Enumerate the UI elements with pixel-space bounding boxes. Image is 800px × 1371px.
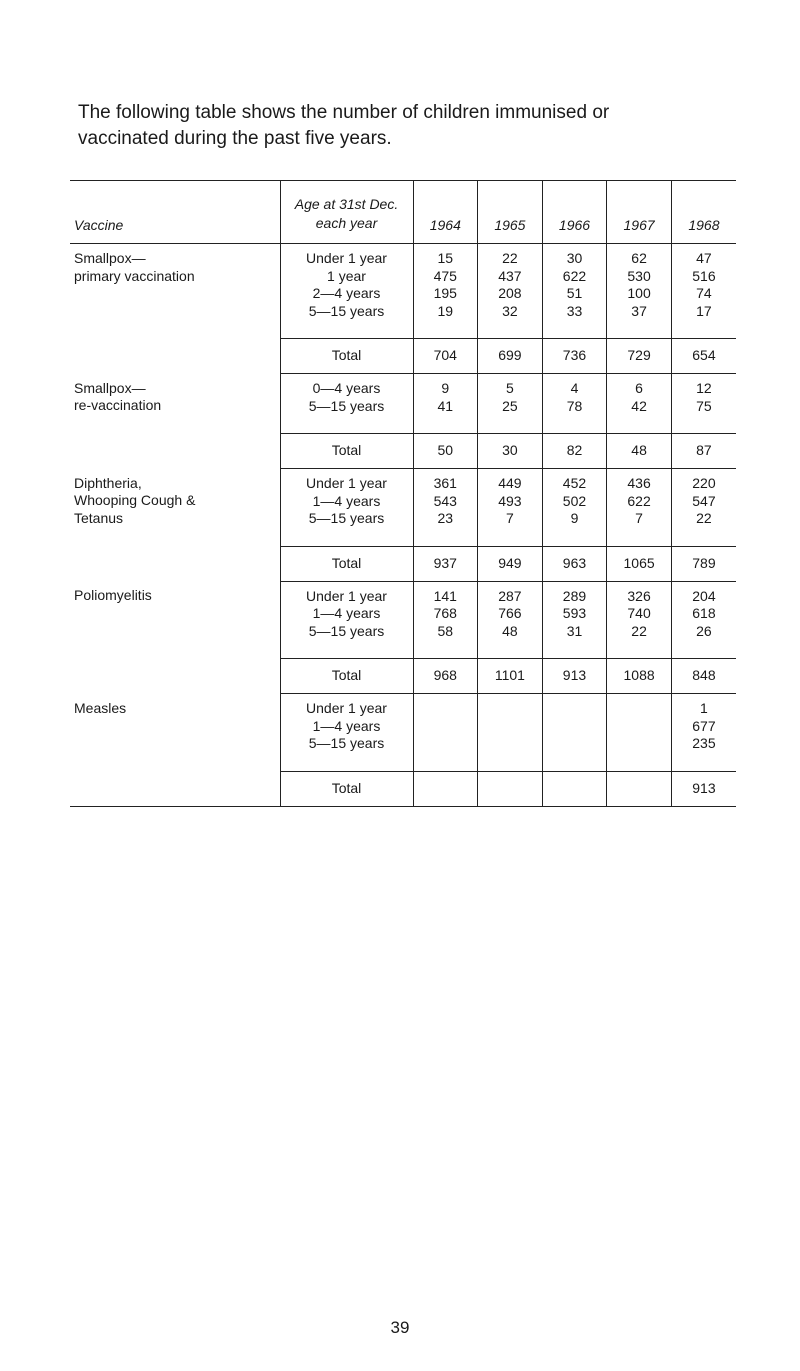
vaccine-name-line: Measles [74, 699, 127, 716]
count-value [607, 700, 671, 718]
count-value [478, 700, 542, 718]
vaccine-name-line: Tetanus [74, 509, 124, 526]
total-value: 1088 [607, 659, 672, 694]
year-value-cell [542, 374, 607, 434]
total-spacer-cell [70, 434, 280, 469]
count-value: 622 [562, 267, 587, 284]
count-value [414, 700, 478, 718]
count-value: 22 [631, 622, 647, 639]
count-value: 75 [696, 397, 712, 414]
count-value: 141 [433, 587, 457, 604]
year-value-cell [413, 244, 478, 339]
age-group-label: Under 1 year [306, 700, 387, 716]
total-row [70, 434, 736, 469]
count-value: 618 [692, 605, 716, 621]
count-value: 12 [696, 380, 712, 396]
count-value: 31 [566, 622, 583, 639]
total-value [413, 771, 478, 806]
vaccine-name-cell [70, 244, 280, 339]
year-value-cell [607, 581, 672, 659]
count-value: 768 [433, 605, 457, 621]
count-value: 32 [502, 302, 518, 319]
count-value: 436 [627, 475, 651, 491]
total-value: 50 [413, 434, 478, 469]
total-value: 736 [542, 339, 607, 374]
count-value: 220 [692, 475, 716, 491]
count-value: 449 [498, 475, 522, 491]
year-value-cell [542, 694, 607, 772]
total-row [70, 771, 736, 806]
count-value: 493 [498, 492, 522, 509]
table-row [70, 244, 736, 339]
header-age-line-1: Age at 31st Dec. [294, 196, 399, 212]
count-value [478, 735, 542, 753]
year-value-cell [542, 469, 607, 547]
vaccine-name-cell [70, 694, 280, 772]
age-group-label: Under 1 year [306, 475, 387, 491]
count-value: 19 [437, 302, 454, 319]
header-age-line-2: each year [315, 215, 378, 231]
total-value: 913 [542, 659, 607, 694]
vaccine-name-line: re-vaccination [74, 397, 162, 413]
count-value: 208 [498, 285, 522, 301]
total-spacer-cell [70, 771, 280, 806]
count-value: 235 [692, 735, 716, 751]
vaccine-name-line: Diphtheria, [74, 474, 142, 491]
total-value: 1065 [607, 546, 672, 581]
total-value: 30 [478, 434, 543, 469]
vaccine-name-cell [70, 581, 280, 659]
year-value-cell [413, 469, 478, 547]
count-value: 22 [502, 250, 518, 266]
vaccine-name-line: Smallpox— [74, 250, 146, 266]
count-value: 204 [692, 587, 716, 604]
age-group-label: 5—15 years [308, 302, 385, 319]
vaccine-name-cell [70, 469, 280, 547]
year-value-cell [478, 244, 543, 339]
count-value: 289 [562, 587, 587, 604]
total-value: 729 [607, 339, 672, 374]
total-value: 82 [542, 434, 607, 469]
total-label: Total [280, 546, 413, 581]
count-value: 547 [692, 492, 716, 509]
total-value: 963 [542, 546, 607, 581]
year-value-cell [607, 374, 672, 434]
total-value: 704 [413, 339, 478, 374]
total-value: 87 [671, 434, 736, 469]
total-value: 937 [413, 546, 478, 581]
header-vaccine: Vaccine [70, 181, 280, 244]
table-body [70, 244, 736, 807]
count-value [543, 718, 607, 736]
year-value-cell [542, 244, 607, 339]
table-row [70, 694, 736, 772]
count-value: 15 [437, 250, 454, 266]
count-value: 7 [635, 510, 643, 526]
age-group-label: 0—4 years [312, 380, 381, 396]
header-year-1967: 1967 [607, 181, 672, 244]
year-value-cell [671, 469, 736, 547]
count-value: 740 [627, 605, 651, 621]
header-year-1965: 1965 [478, 181, 543, 244]
intro-line-2: vaccinated during the past five years. [78, 128, 392, 149]
immunisation-table [70, 180, 736, 807]
count-value: 9 [570, 510, 579, 526]
age-group-label: 5—15 years [308, 510, 385, 526]
total-value: 848 [671, 659, 736, 694]
count-value [607, 735, 671, 753]
year-value-cell [413, 694, 478, 772]
age-group-label: 5—15 years [308, 622, 385, 639]
total-value: 949 [478, 546, 543, 581]
year-value-cell [413, 374, 478, 434]
year-value-cell [671, 694, 736, 772]
table-row [70, 581, 736, 659]
count-value [543, 735, 607, 753]
age-group-cell [280, 581, 413, 659]
age-group-cell [280, 374, 413, 434]
count-value: 42 [631, 397, 647, 414]
count-value: 4 [570, 380, 579, 396]
count-value: 5 [505, 380, 514, 396]
age-group-cell [280, 244, 413, 339]
count-value [478, 718, 542, 736]
year-value-cell [478, 374, 543, 434]
count-value: 766 [498, 605, 522, 621]
age-group-label: 2—4 years [312, 285, 381, 301]
count-value [414, 718, 478, 736]
count-value: 25 [502, 397, 518, 414]
header-year-1964: 1964 [413, 181, 478, 244]
age-group-label: 1—4 years [312, 717, 381, 734]
count-value: 326 [627, 587, 651, 604]
count-value: 475 [433, 267, 457, 284]
count-value: 502 [562, 492, 587, 509]
total-spacer-cell [70, 339, 280, 374]
count-value: 62 [631, 250, 647, 266]
count-value: 1 [700, 700, 708, 716]
count-value: 58 [437, 622, 454, 639]
page-number: 39 [390, 1318, 410, 1337]
count-value: 622 [627, 492, 651, 509]
count-value: 30 [566, 250, 583, 266]
count-value: 22 [696, 510, 712, 526]
year-value-cell [671, 581, 736, 659]
total-value: 654 [671, 339, 736, 374]
count-value: 74 [696, 285, 712, 301]
table-header-row [70, 181, 736, 244]
total-value [478, 771, 543, 806]
age-group-cell [280, 469, 413, 547]
vaccine-name-line: Poliomyelitis [74, 587, 152, 603]
count-value: 9 [441, 380, 450, 396]
count-value: 41 [437, 397, 454, 414]
age-group-label: 1—4 years [312, 492, 381, 509]
total-spacer-cell [70, 659, 280, 694]
count-value [543, 700, 607, 718]
vaccine-name-cell [70, 374, 280, 434]
count-value [607, 718, 671, 736]
count-value: 23 [437, 510, 454, 526]
count-value: 677 [692, 717, 716, 734]
year-value-cell [413, 581, 478, 659]
total-label: Total [280, 771, 413, 806]
total-value: 789 [671, 546, 736, 581]
vaccine-name-line: Smallpox— [74, 379, 146, 396]
age-group-cell [280, 694, 413, 772]
intro-text [78, 100, 738, 152]
count-value: 437 [498, 267, 522, 284]
header-year-1966: 1966 [542, 181, 607, 244]
age-group-label: 1 year [327, 267, 366, 284]
count-value: 26 [696, 622, 712, 639]
age-group-label: Under 1 year [306, 250, 387, 266]
count-value: 516 [692, 267, 716, 284]
count-value: 530 [627, 267, 651, 284]
total-value: 913 [671, 771, 736, 806]
intro-line-1: The following table shows the number of children immunised or [78, 102, 610, 123]
count-value: 195 [433, 285, 457, 301]
count-value: 452 [562, 475, 587, 491]
total-row [70, 546, 736, 581]
vaccine-name-line: primary vaccination [74, 267, 195, 284]
year-value-cell [607, 469, 672, 547]
count-value: 51 [566, 285, 583, 301]
year-value-cell [671, 374, 736, 434]
count-value: 7 [505, 510, 514, 526]
total-label: Total [280, 339, 413, 374]
total-spacer-cell [70, 546, 280, 581]
age-group-label: 5—15 years [308, 735, 385, 751]
count-value: 6 [635, 380, 643, 396]
header-year-1968: 1968 [671, 181, 736, 244]
count-value: 78 [566, 397, 583, 414]
count-value: 543 [433, 492, 457, 509]
total-value: 1101 [478, 659, 543, 694]
count-value: 37 [631, 302, 647, 319]
count-value: 33 [566, 302, 583, 319]
year-value-cell [607, 694, 672, 772]
count-value: 361 [433, 475, 457, 491]
age-group-label: 5—15 years [308, 397, 385, 414]
total-label: Total [280, 434, 413, 469]
total-value: 48 [607, 434, 672, 469]
year-value-cell [478, 581, 543, 659]
total-value [607, 771, 672, 806]
count-value: 47 [696, 250, 712, 266]
year-value-cell [542, 581, 607, 659]
total-label: Total [280, 659, 413, 694]
total-value [542, 771, 607, 806]
year-value-cell [607, 244, 672, 339]
count-value: 287 [498, 587, 522, 604]
table-row [70, 374, 736, 434]
count-value: 100 [627, 285, 651, 301]
year-value-cell [478, 469, 543, 547]
table-row [70, 469, 736, 547]
age-group-label: 1—4 years [312, 605, 381, 621]
year-value-cell [671, 244, 736, 339]
total-row [70, 339, 736, 374]
year-value-cell [478, 694, 543, 772]
header-age [280, 181, 413, 244]
count-value: 593 [562, 605, 587, 621]
count-value [414, 735, 478, 753]
total-value: 699 [478, 339, 543, 374]
total-row [70, 659, 736, 694]
count-value: 17 [696, 302, 712, 319]
vaccine-name-line: Whooping Cough & [74, 492, 196, 508]
count-value: 48 [502, 622, 518, 639]
total-value: 968 [413, 659, 478, 694]
age-group-label: Under 1 year [306, 587, 387, 604]
